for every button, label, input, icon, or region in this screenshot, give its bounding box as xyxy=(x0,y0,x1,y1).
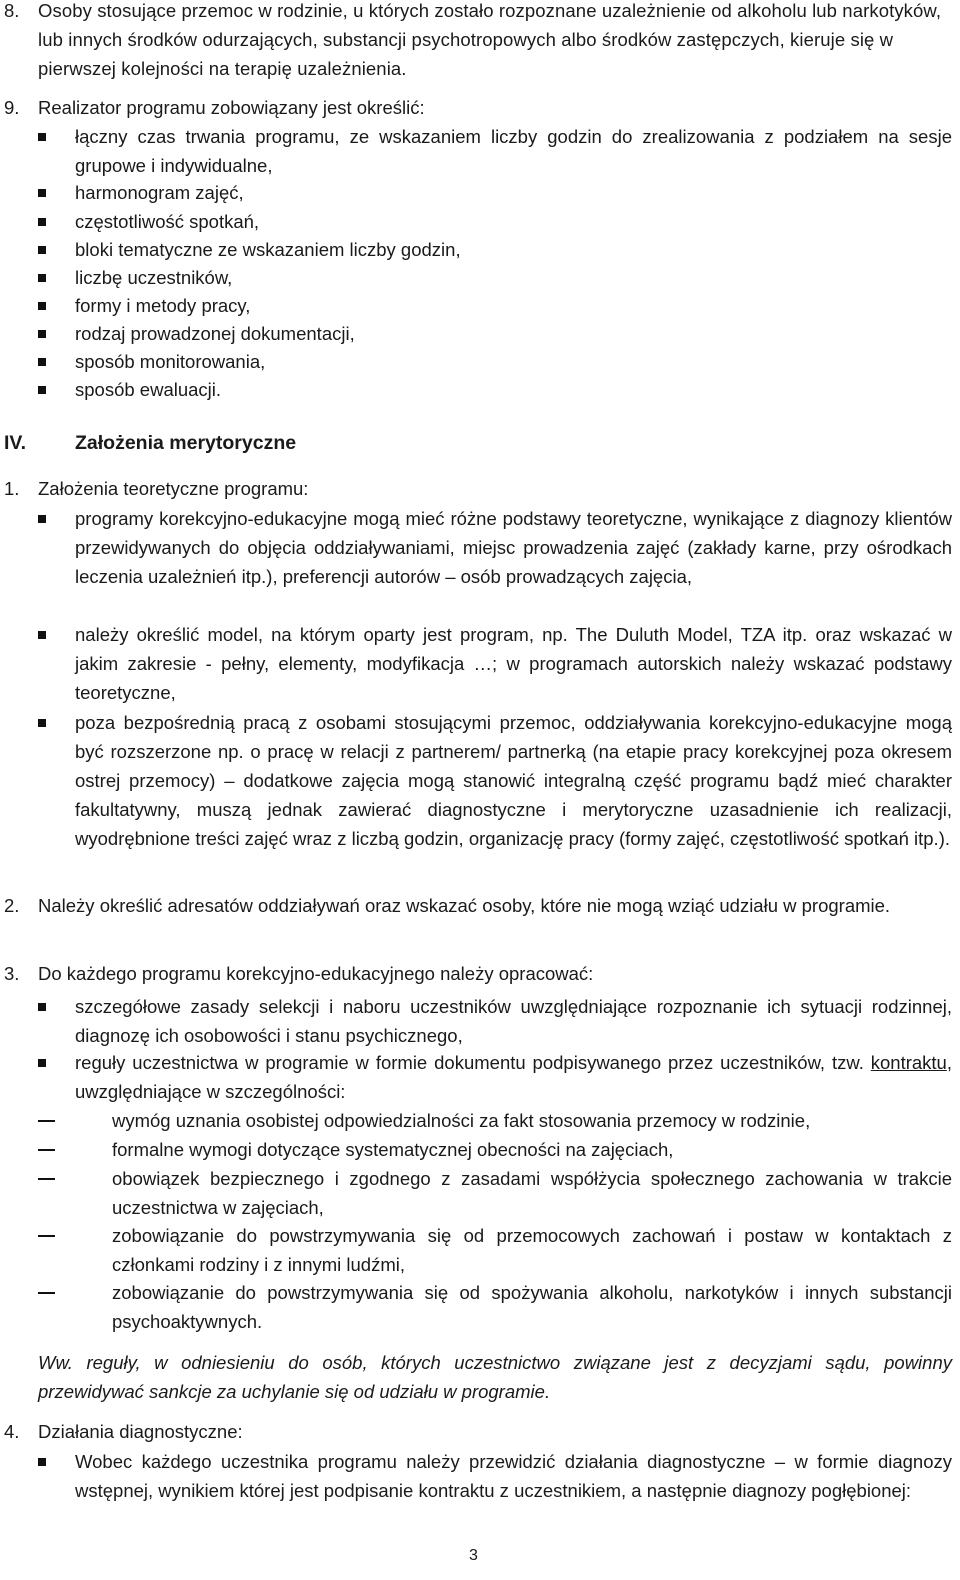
list-item xyxy=(0,375,952,404)
list-item xyxy=(0,347,952,376)
bullet-icon xyxy=(38,1458,46,1466)
bullet-icon xyxy=(38,515,46,523)
paragraph-8 xyxy=(0,0,952,83)
bullet-icon xyxy=(38,358,46,366)
paragraph-text: Działania diagnostyczne: xyxy=(38,1421,243,1442)
list-item-text: należy określić model, na którym oparty jest program, np. The Duluth Model, TZA itp. oraz wskazać w jakim zakresie - pełny, elementy, modyfikacja …; w programach autorskich należy wskazać podstawy teoretyczne, xyxy=(75,624,952,703)
paragraph-3 xyxy=(0,959,952,988)
list-item xyxy=(0,263,952,292)
dash-icon xyxy=(38,1178,55,1180)
list-item-text: programy korekcyjno-edukacyjne mogą mieć różne podstawy teoretyczne, wynikające z diagnozy klientów przewidywanych do objęcia oddziaływaniami, miejsc prowadzenia zajęć (zakłady karne, przy ośrodkach leczenia uzależnień itp.), preferencji autorów – osób prowadzących zajęcia, xyxy=(75,508,952,587)
list-item xyxy=(0,319,952,348)
paragraph-text: Realizator programu zobowiązany jest określić: xyxy=(38,97,425,118)
list-item xyxy=(0,178,952,207)
list-item-text: poza bezpośrednią pracą z osobami stosującymi przemoc, oddziaływania korekcyjno-edukacyjne mogą być rozszerzone np. o pracę w relacji z partnerem/ partnerką (na etapie pracy korekcyjnej poza okresem ostrej przemocy) – dodatkowe zajęcia mogą stanowić integralną część programu bądź mieć charakter fakultatywny, muszą jednak zawierać diagnostyczne i merytoryczne uzasadnienie ich realizacji, wyodrębnione treści zajęć wraz z liczbą godzin, organizację pracy (formy zajęć, częstotliwość spotkań itp.). xyxy=(75,712,952,849)
list-item-text: Wobec każdego uczestnika programu należy przewidzić działania diagnostyczne – w formie diagnozy wstępnej, wynikiem której jest podpisanie kontraktu z uczestnikiem, a następnie diagnozy pogłębionej: xyxy=(75,1451,952,1501)
sub-list-item xyxy=(0,1164,952,1222)
sub-list-item-text: formalne wymogi dotyczące systematycznej obecności na zajęciach, xyxy=(112,1139,674,1160)
dash-icon xyxy=(38,1149,55,1151)
bullet-icon xyxy=(38,631,46,639)
bullet-icon xyxy=(38,386,46,394)
paragraph-number: 8. xyxy=(4,0,20,21)
list-item xyxy=(0,122,952,180)
list-item-text: bloki tematyczne ze wskazaniem liczby godzin, xyxy=(75,239,461,260)
bullet-icon xyxy=(38,246,46,254)
paragraph-number: 9. xyxy=(4,97,20,118)
bullet-icon xyxy=(38,1059,46,1067)
sub-list-item-text: obowiązek bezpiecznego i zgodnego z zasadami współżycia społecznego zachowania w trakcie uczestnictwa w zajęciach, xyxy=(112,1168,952,1218)
dash-icon xyxy=(38,1235,55,1237)
list-item xyxy=(0,207,952,236)
list-item-text: łączny czas trwania programu, ze wskazaniem liczby godzin do zrealizowania z podziałem na sesje grupowe i indywidualne, xyxy=(75,126,952,176)
paragraph-text: Do każdego programu korekcyjno-edukacyjnego należy opracować: xyxy=(38,963,594,984)
bullet-icon xyxy=(38,218,46,226)
bullet-icon xyxy=(38,1003,46,1011)
list-item-text: szczegółowe zasady selekcji i naboru uczestników uwzględniające rozpoznanie ich sytuacji rodzinnej, diagnozę ich osobowości i stanu psychicznego, xyxy=(75,996,952,1046)
sub-list-item-text: zobowiązanie do powstrzymywania się od przemocowych zachowań i postaw w kontaktach z członkami rodziny i z innymi ludźmi, xyxy=(112,1225,952,1275)
paragraph-1 xyxy=(0,474,952,503)
sub-list-item xyxy=(0,1106,952,1135)
list-item-text xyxy=(75,1048,952,1106)
sub-list-item-text: zobowiązanie do powstrzymywania się od spożywania alkoholu, narkotyków i innych substancji psychoaktywnych. xyxy=(112,1282,952,1332)
sub-list-item xyxy=(0,1221,952,1279)
list-item-text: rodzaj prowadzonej dokumentacji, xyxy=(75,323,355,344)
list-item-text: harmonogram zajęć, xyxy=(75,182,244,203)
list-item-text-end: , uwzględniające w szczególności: xyxy=(75,1052,952,1102)
paragraph-number: 1. xyxy=(4,478,20,499)
paragraph-2 xyxy=(0,891,952,920)
bullet-icon xyxy=(38,189,46,197)
list-item-text: sposób ewaluacji. xyxy=(75,379,222,400)
contract-term: kontraktu xyxy=(870,1052,947,1073)
section-title: Założenia merytoryczne xyxy=(75,432,297,454)
section-heading xyxy=(0,429,296,458)
bullet-icon xyxy=(38,274,46,282)
list-item xyxy=(0,291,952,320)
list-item xyxy=(0,620,952,707)
dash-icon xyxy=(38,1120,55,1122)
italic-note xyxy=(0,1348,952,1406)
bullet-icon xyxy=(38,719,46,727)
list-item-text: formy i metody pracy, xyxy=(75,295,251,316)
list-item-text: liczbę uczestników, xyxy=(75,267,233,288)
paragraph-text: Założenia teoretyczne programu: xyxy=(38,478,309,499)
sub-list-item xyxy=(0,1278,952,1336)
list-item xyxy=(0,235,952,264)
list-item xyxy=(0,1048,952,1106)
paragraph-number: 2. xyxy=(4,895,20,916)
page-number: 3 xyxy=(469,1547,478,1564)
bullet-icon xyxy=(38,330,46,338)
bullet-icon xyxy=(38,133,46,141)
list-item-text-start: reguły uczestnictwa w programie w formie dokumentu podpisywanego przez uczestników, tzw. xyxy=(75,1052,871,1073)
list-item xyxy=(0,504,952,591)
sub-list-item-text: wymóg uznania osobistej odpowiedzialności za fakt stosowania przemocy w rodzinie, xyxy=(112,1110,811,1131)
bullet-icon xyxy=(38,302,46,310)
dash-icon xyxy=(38,1292,55,1294)
list-item xyxy=(0,992,952,1050)
list-item xyxy=(0,708,952,853)
paragraph-text: Osoby stosujące przemoc w rodzinie, u których zostało rozpoznane uzależnienie od alkoholu lub narkotyków, lub innych środków odurzających, substancji psychotropowych albo środków zastępczych, kieruje się w pierwszej kolejności na terapię uzależnienia. xyxy=(38,0,942,79)
paragraph-4 xyxy=(0,1417,952,1446)
paragraph-text: Należy określić adresatów oddziaływań oraz wskazać osoby, które nie mogą wziąć udziału w programie. xyxy=(38,895,891,916)
paragraph-number: 3. xyxy=(4,963,20,984)
sub-list-item xyxy=(0,1135,952,1164)
paragraph-number: 4. xyxy=(4,1421,20,1442)
list-item-text: częstotliwość spotkań, xyxy=(75,211,260,232)
list-item xyxy=(0,1447,952,1505)
paragraph-9 xyxy=(0,93,952,122)
section-number: IV. xyxy=(4,432,27,454)
note-text: Ww. reguły, w odniesieniu do osób, których uczestnictwo związane jest z decyzjami sądu, powinny przewidywać sankcje za uchylanie się od udziału w programie. xyxy=(38,1352,952,1402)
list-item-text: sposób monitorowania, xyxy=(75,351,266,372)
